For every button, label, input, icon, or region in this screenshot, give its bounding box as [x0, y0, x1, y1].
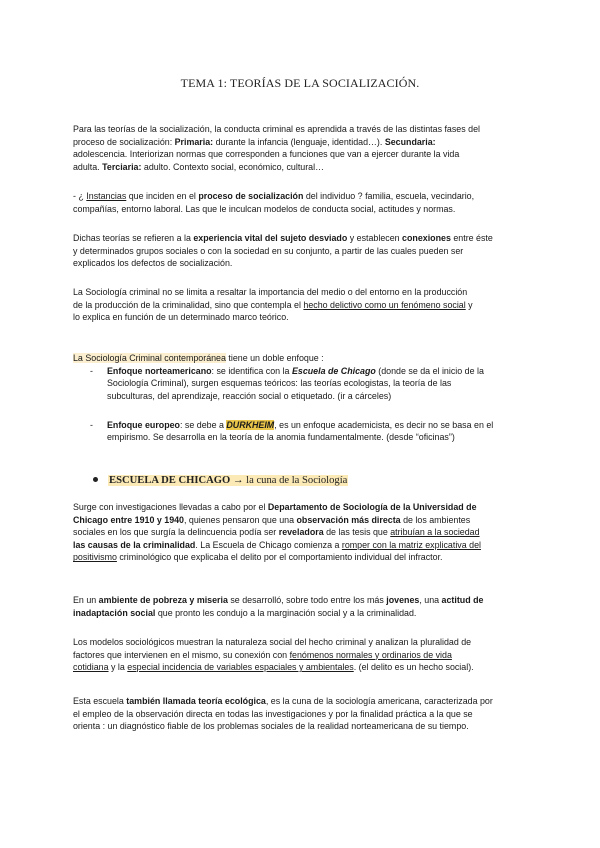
term-secundaria: Secundaria:	[384, 136, 436, 147]
highlight-durkheim: DURKHEIM	[226, 420, 275, 430]
page-title: TEMA 1: TEORÍAS DE LA SOCIALIZACIÓN.	[180, 76, 420, 90]
term-escuela-chicago: Escuela de Chicago	[291, 366, 376, 376]
text-line: Sociología Criminal), surgen esquemas teóricos: las teorías ecologistas, la teoría de las	[107, 378, 452, 389]
term-enfoque-norteamericano: Enfoque norteamericano	[107, 366, 212, 376]
list-item-content	[107, 419, 537, 444]
term-inadaptacion: inadaptación social	[73, 607, 156, 618]
paragraph-criminal-sociology	[73, 286, 537, 324]
text-line: compañías, entorno laboral. Las que le inculcan modelos de conducta social, actitudes y normas.	[73, 203, 456, 214]
term-primaria: Primaria:	[174, 136, 214, 147]
term-conexiones: conexiones	[402, 233, 451, 243]
term-instancias: Instancias	[86, 191, 127, 201]
text-line: Chicago entre 1910 y 1940, quienes pensaron que una observación más directa de los ambientes	[73, 514, 471, 525]
term-departamento: Departamento de Sociología de la Universidad de	[267, 502, 477, 512]
text-line: el empleo de la observación directa en todas las investigaciones y por la finalidad práctica a la que se	[73, 708, 473, 719]
text-line: cotidiana y la especial incidencia de variables espaciales y ambientales. (el delito es un hecho social).	[73, 662, 474, 673]
bullet-icon	[93, 477, 98, 482]
term-fenomenos: fenómenos normales y ordinarios de vida	[289, 649, 452, 660]
text-line: orienta : un diagnóstico fiable de los problemas sociales de la realidad norteamericana de su tiempo.	[73, 721, 469, 732]
paragraph-socialization-phases	[73, 123, 537, 173]
term-atribuian: atribuían a la sociedad	[390, 527, 480, 538]
term-variables: especial incidencia de variables espaciales y ambientales	[127, 662, 354, 673]
section-heading-text: ESCUELA DE CHICAGO → la cuna de la Sociología	[109, 475, 348, 486]
list-item	[90, 365, 537, 405]
term-positivismo: positivismo	[73, 552, 117, 563]
text-line: subculturas, del aprendizaje, reacción social o etiquetado. (ir a cárceles)	[107, 390, 392, 401]
text-line: Esta escuela también llamada teoría ecológica, es la cuna de la sociología americana, caracterizada por	[73, 696, 493, 706]
text-line: inadaptación social que pronto les condujo a la marginación social y a la criminalidad.	[73, 607, 417, 618]
term-terciaria: Terciaria:	[102, 161, 142, 172]
text-line: adulta. Terciaria: adulto. Contexto social, económico, cultural…	[73, 161, 324, 172]
text-line: adolescencia. Interiorizan normas que corresponden a funciones que van a ejercer durante la vida	[73, 149, 460, 160]
paragraph-chicago-origin	[73, 501, 537, 564]
paragraph-deviant-subject	[73, 232, 537, 270]
term-actitud: actitud de	[441, 595, 484, 605]
term-romper-matriz: romper con la matriz explicativa del	[341, 539, 481, 550]
term-pobreza: ambiente de pobreza y miseria	[98, 595, 228, 605]
term-chicago-years: Chicago entre 1910 y 1940	[73, 514, 184, 525]
paragraph-sociological-models	[73, 636, 537, 674]
text-line: La Sociología criminal no se limita a resaltar la importancia del medio o del entorno en la producción	[73, 287, 468, 297]
section-heading-escuela-chicago	[93, 475, 348, 486]
list-item	[90, 419, 537, 447]
text-line: empirismo. Se desarrolla en la teoría de la anomia fundamentalmente. (desde “oficinas”)	[107, 432, 455, 443]
term-teoria-ecologica: también llamada teoría ecológica	[126, 696, 266, 706]
term-cotidiana: cotidiana	[73, 662, 109, 673]
text-line: lo explica en función de un determinado marco teórico.	[73, 312, 289, 323]
term-observacion: observación más directa	[296, 514, 401, 525]
text-line: En un ambiente de pobreza y miseria se desarrolló, sobre todo entre los más jovenes, una actitud de	[73, 595, 484, 605]
text-line: positivismo criminológico que explicaba el delito por el comportamiento individual del infractor.	[73, 552, 443, 563]
highlight-sociologia-criminal: La Sociología Criminal contemporánea	[73, 353, 226, 363]
text-line: Surge con investigaciones llevadas a cabo por el Departamento de Sociología de la Universidad de	[73, 502, 477, 512]
term-jovenes: jovenes	[386, 595, 420, 605]
term-causas: las causas de la criminalidad	[73, 539, 196, 550]
text-line: - ¿ Instancias que inciden en el proceso de socialización del individuo ? familia, escuela, vecindario,	[73, 191, 475, 201]
list-item-content	[107, 365, 537, 402]
paragraph-instances	[73, 190, 537, 215]
text-line: Dichas teorías se refieren a la experiencia vital del sujeto desviado y establecen conexiones entre éste	[73, 233, 493, 243]
text-line: de la producción de la criminalidad, sino que contempla el hecho delictivo como un fenómeno social y	[73, 299, 473, 310]
paragraph-poverty	[73, 594, 537, 619]
term-experiencia-vital: experiencia vital del sujeto desviado	[193, 233, 348, 243]
term-reveladora: reveladora	[278, 527, 324, 538]
text-line: y determinados grupos sociales o con la sociedad en su conjunto, a partir de las cuales pueden ser	[73, 245, 464, 256]
text-line: factores que intervienen en el mismo, su conexión con fenómenos normales y ordinarios de vida	[73, 649, 452, 660]
text-line: Enfoque norteamericano: se identifica con la Escuela de Chicago (donde se da el inicio de la	[107, 366, 484, 376]
text-line: proceso de socialización: Primaria: durante la infancia (lenguaje, identidad…). Secundaria:	[73, 136, 436, 147]
list-dash: -	[90, 420, 93, 430]
list-dash: -	[90, 366, 93, 376]
text-line: Los modelos sociológicos muestran la naturaleza social del hecho criminal y analizan la pluralidad de	[73, 637, 472, 647]
text-line: las causas de la criminalidad. La Escuela de Chicago comienza a romper con la matriz explicativa del	[73, 539, 481, 550]
term-enfoque-europeo: Enfoque europeo	[107, 420, 180, 430]
term-hecho-delictivo: hecho delictivo como un fenómeno social	[303, 299, 466, 310]
text-line: sociales en los que surgía la delincuencia podía ser reveladora de las tesis que atribuían a la sociedad	[73, 527, 480, 538]
text-line: explicados los defectos de socialización.	[73, 258, 233, 269]
paragraph-double-approach	[73, 352, 537, 365]
text-line: Enfoque europeo: se debe a DURKHEIM, es un enfoque academicista, es decir no se basa en el	[107, 420, 494, 430]
text-line: Para las teorías de la socialización, la conducta criminal es aprendida a través de las distintas fases del	[73, 124, 480, 134]
text-line: La Sociología Criminal contemporánea tiene un doble enfoque :	[73, 353, 324, 363]
term-proceso-socializacion: proceso de socialización	[198, 191, 304, 201]
paragraph-ecological-theory	[73, 695, 537, 733]
